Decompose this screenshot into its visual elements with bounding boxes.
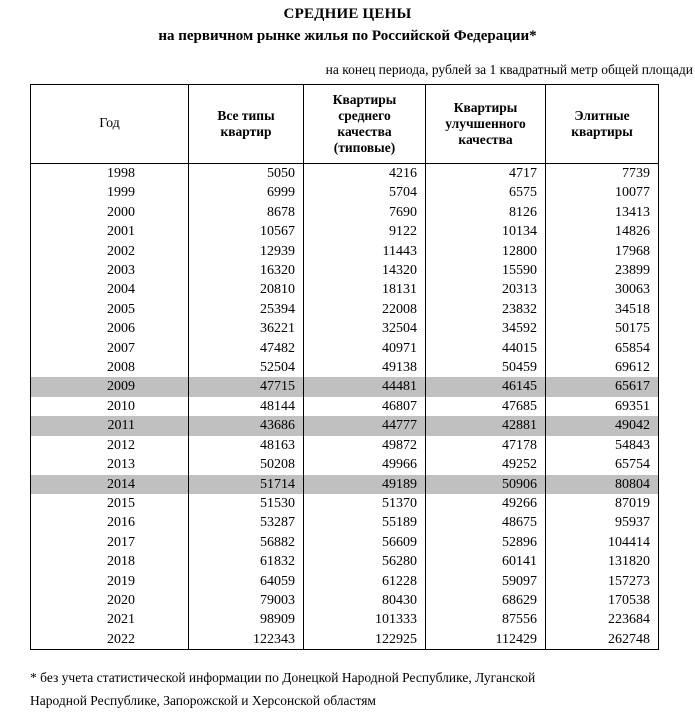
cell-elite: 50175: [615, 321, 650, 337]
cell-mid-quality: 55189: [304, 513, 426, 532]
cell-year: 2015: [31, 494, 189, 513]
table-header: [31, 85, 659, 164]
column-header-mid-quality-line-3: качества: [337, 124, 392, 139]
table-row: [31, 222, 659, 241]
cell-elite: 54843: [615, 437, 650, 453]
cell-all-types: 50208: [189, 455, 304, 474]
cell-mid-quality: 56280: [304, 552, 426, 571]
cell-improved: 8126: [426, 203, 546, 222]
footnote: [0, 666, 695, 712]
cell-year: 2006: [31, 319, 189, 338]
cell-all-types: 53287: [189, 513, 304, 532]
cell-year: 2011: [31, 416, 189, 435]
cell-elite: 170538: [608, 592, 650, 608]
cell-year: 2001: [31, 222, 189, 241]
cell-mid-quality: 5704: [304, 183, 426, 202]
table-row: [31, 552, 659, 571]
cell-elite: 87019: [615, 495, 650, 511]
cell-improved: 50459: [426, 358, 546, 377]
cell-elite: 131820: [608, 554, 650, 570]
cell-all-types: 98909: [189, 610, 304, 629]
cell-all-types: 61832: [189, 552, 304, 571]
table-row: [31, 183, 659, 202]
column-header-mid-quality-line-2: среднего: [338, 108, 391, 123]
cell-improved: 112429: [426, 630, 546, 650]
cell-mid-quality: 7690: [304, 203, 426, 222]
cell-all-types: 51530: [189, 494, 304, 513]
column-header-mid-quality-line-1: Квартиры: [332, 92, 397, 107]
cell-mid-quality: 80430: [304, 591, 426, 610]
cell-elite: 34518: [615, 301, 650, 317]
cell-mid-quality: 32504: [304, 319, 426, 338]
cell-elite: 69351: [615, 398, 650, 414]
footnote-line-2: Народной Республике, Запорожской и Херсонской областям: [30, 693, 376, 709]
cell-improved: 59097: [426, 572, 546, 591]
table-row: [31, 358, 659, 377]
cell-year: 2010: [31, 397, 189, 416]
cell-improved: 12800: [426, 242, 546, 261]
cell-elite: 223684: [608, 612, 650, 628]
cell-year: 2008: [31, 358, 189, 377]
cell-improved: 20313: [426, 280, 546, 299]
column-header-year: [31, 85, 189, 164]
cell-all-types: 56882: [189, 533, 304, 552]
cell-all-types: 12939: [189, 242, 304, 261]
table-row: [31, 436, 659, 455]
cell-elite: 80804: [546, 475, 659, 494]
cell-year: 2014: [31, 475, 189, 494]
cell-year: 2017: [31, 533, 189, 552]
cell-elite: 23899: [615, 263, 650, 279]
page-title: СРЕДНИЕ ЦЕНЫ: [283, 6, 412, 22]
cell-elite: 7739: [622, 166, 650, 181]
cell-all-types: 122343: [189, 630, 304, 650]
cell-mid-quality: 11443: [304, 242, 426, 261]
table-row: [31, 475, 659, 494]
cell-improved: 44015: [426, 339, 546, 358]
cell-elite: 262748: [608, 631, 650, 647]
cell-all-types: 48163: [189, 436, 304, 455]
cell-all-types: 5050: [189, 164, 304, 184]
column-header-elite-line-1: Элитные: [574, 108, 630, 123]
cell-all-types: 25394: [189, 300, 304, 319]
cell-elite: 104414: [608, 534, 650, 550]
column-header-year-line-1: Год: [99, 116, 120, 131]
table-header-row: [31, 85, 659, 164]
cell-elite: 65617: [546, 377, 659, 396]
column-header-mid-quality: [304, 85, 426, 164]
cell-elite: 65854: [615, 340, 650, 356]
cell-year: 2000: [31, 203, 189, 222]
cell-year: 2002: [31, 242, 189, 261]
cell-all-types: 10567: [189, 222, 304, 241]
column-header-all-types-line-2: квартир: [220, 124, 272, 139]
cell-all-types: 52504: [189, 358, 304, 377]
cell-elite: 10077: [615, 185, 650, 201]
table-row: [31, 377, 659, 396]
cell-mid-quality: 51370: [304, 494, 426, 513]
cell-improved: 48675: [426, 513, 546, 532]
cell-improved: 60141: [426, 552, 546, 571]
column-header-improved-quality-line-1: Квартиры: [453, 100, 518, 115]
cell-improved: 4717: [426, 164, 546, 184]
units-note: на конец периода, рублей за 1 квадратный метр общей площади: [325, 62, 693, 77]
table-row: [31, 513, 659, 532]
table-row: [31, 319, 659, 338]
cell-elite: 95937: [615, 515, 650, 531]
footnote-line-1: * без учета статистической информации по Донецкой Народной Республике, Луганской: [30, 670, 536, 686]
table-row: [31, 416, 659, 435]
cell-mid-quality: 9122: [304, 222, 426, 241]
cell-mid-quality: 46807: [304, 397, 426, 416]
cell-year: 2019: [31, 572, 189, 591]
column-header-all-types: [189, 85, 304, 164]
table-row: [31, 280, 659, 299]
table-body: [31, 164, 659, 650]
cell-year: 2013: [31, 455, 189, 474]
cell-elite: 30063: [615, 282, 650, 298]
table-row: [31, 572, 659, 591]
cell-all-types: 47482: [189, 339, 304, 358]
cell-mid-quality: 44777: [304, 416, 426, 435]
table-row: [31, 339, 659, 358]
cell-mid-quality: 49189: [304, 475, 426, 494]
cell-mid-quality: 49138: [304, 358, 426, 377]
page-subtitle: на первичном рынке жилья по Российской Федерации*: [158, 28, 537, 44]
cell-mid-quality: 49872: [304, 436, 426, 455]
cell-improved: 49252: [426, 455, 546, 474]
cell-improved: 42881: [426, 416, 546, 435]
cell-mid-quality: 122925: [304, 630, 426, 650]
cell-all-types: 79003: [189, 591, 304, 610]
cell-elite: 65754: [615, 457, 650, 473]
table-row: [31, 261, 659, 280]
table-row: [31, 242, 659, 261]
cell-elite: 13413: [615, 204, 650, 220]
cell-mid-quality: 44481: [304, 377, 426, 396]
cell-elite: 69612: [615, 360, 650, 376]
average-prices-table: [30, 84, 659, 650]
cell-mid-quality: 61228: [304, 572, 426, 591]
cell-all-types: 48144: [189, 397, 304, 416]
cell-elite: 17968: [615, 243, 650, 259]
prices-table-container: [0, 84, 695, 650]
cell-improved: 15590: [426, 261, 546, 280]
cell-improved: 6575: [426, 183, 546, 202]
cell-all-types: 36221: [189, 319, 304, 338]
cell-year: 2004: [31, 280, 189, 299]
column-header-improved-quality: [426, 85, 546, 164]
column-header-mid-quality-line-4: (типовые): [333, 140, 396, 155]
cell-mid-quality: 101333: [304, 610, 426, 629]
cell-improved: 47685: [426, 397, 546, 416]
cell-year: 2020: [31, 591, 189, 610]
table-row: [31, 591, 659, 610]
cell-improved: 34592: [426, 319, 546, 338]
cell-improved: 50906: [426, 475, 546, 494]
cell-elite: 157273: [608, 573, 650, 589]
cell-all-types: 64059: [189, 572, 304, 591]
cell-year: 2022: [31, 630, 189, 650]
cell-elite: 14826: [615, 224, 650, 240]
table-row: [31, 494, 659, 513]
column-header-all-types-line-1: Все типы: [217, 108, 275, 123]
cell-mid-quality: 49966: [304, 455, 426, 474]
cell-year: 2009: [31, 377, 189, 396]
cell-year: 2016: [31, 513, 189, 532]
table-row: [31, 610, 659, 629]
cell-improved: 23832: [426, 300, 546, 319]
cell-year: 2018: [31, 552, 189, 571]
cell-mid-quality: 40971: [304, 339, 426, 358]
cell-all-types: 43686: [189, 416, 304, 435]
cell-mid-quality: 22008: [304, 300, 426, 319]
table-row: [31, 203, 659, 222]
cell-year: 2012: [31, 436, 189, 455]
document-title-block: [0, 0, 695, 47]
cell-elite: 49042: [546, 416, 659, 435]
cell-improved: 46145: [426, 377, 546, 396]
cell-year: 1999: [31, 183, 189, 202]
cell-mid-quality: 18131: [304, 280, 426, 299]
cell-year: 1998: [31, 164, 189, 184]
cell-all-types: 51714: [189, 475, 304, 494]
column-header-improved-quality-line-3: качества: [458, 132, 513, 147]
cell-improved: 87556: [426, 610, 546, 629]
cell-improved: 68629: [426, 591, 546, 610]
cell-improved: 52896: [426, 533, 546, 552]
cell-all-types: 8678: [189, 203, 304, 222]
table-row: [31, 533, 659, 552]
cell-improved: 49266: [426, 494, 546, 513]
table-row: [31, 397, 659, 416]
column-header-improved-quality-line-2: улучшенного: [445, 116, 526, 131]
table-row: [31, 164, 659, 184]
column-header-elite: [546, 85, 659, 164]
cell-mid-quality: 4216: [304, 164, 426, 184]
table-row: [31, 630, 659, 650]
cell-year: 2003: [31, 261, 189, 280]
cell-all-types: 16320: [189, 261, 304, 280]
cell-year: 2005: [31, 300, 189, 319]
cell-all-types: 20810: [189, 280, 304, 299]
cell-improved: 47178: [426, 436, 546, 455]
cell-improved: 10134: [426, 222, 546, 241]
table-row: [31, 455, 659, 474]
cell-mid-quality: 56609: [304, 533, 426, 552]
cell-all-types: 6999: [189, 183, 304, 202]
cell-mid-quality: 14320: [304, 261, 426, 280]
table-row: [31, 300, 659, 319]
cell-year: 2007: [31, 339, 189, 358]
cell-year: 2021: [31, 610, 189, 629]
column-header-elite-line-2: квартиры: [571, 124, 633, 139]
cell-all-types: 47715: [189, 377, 304, 396]
